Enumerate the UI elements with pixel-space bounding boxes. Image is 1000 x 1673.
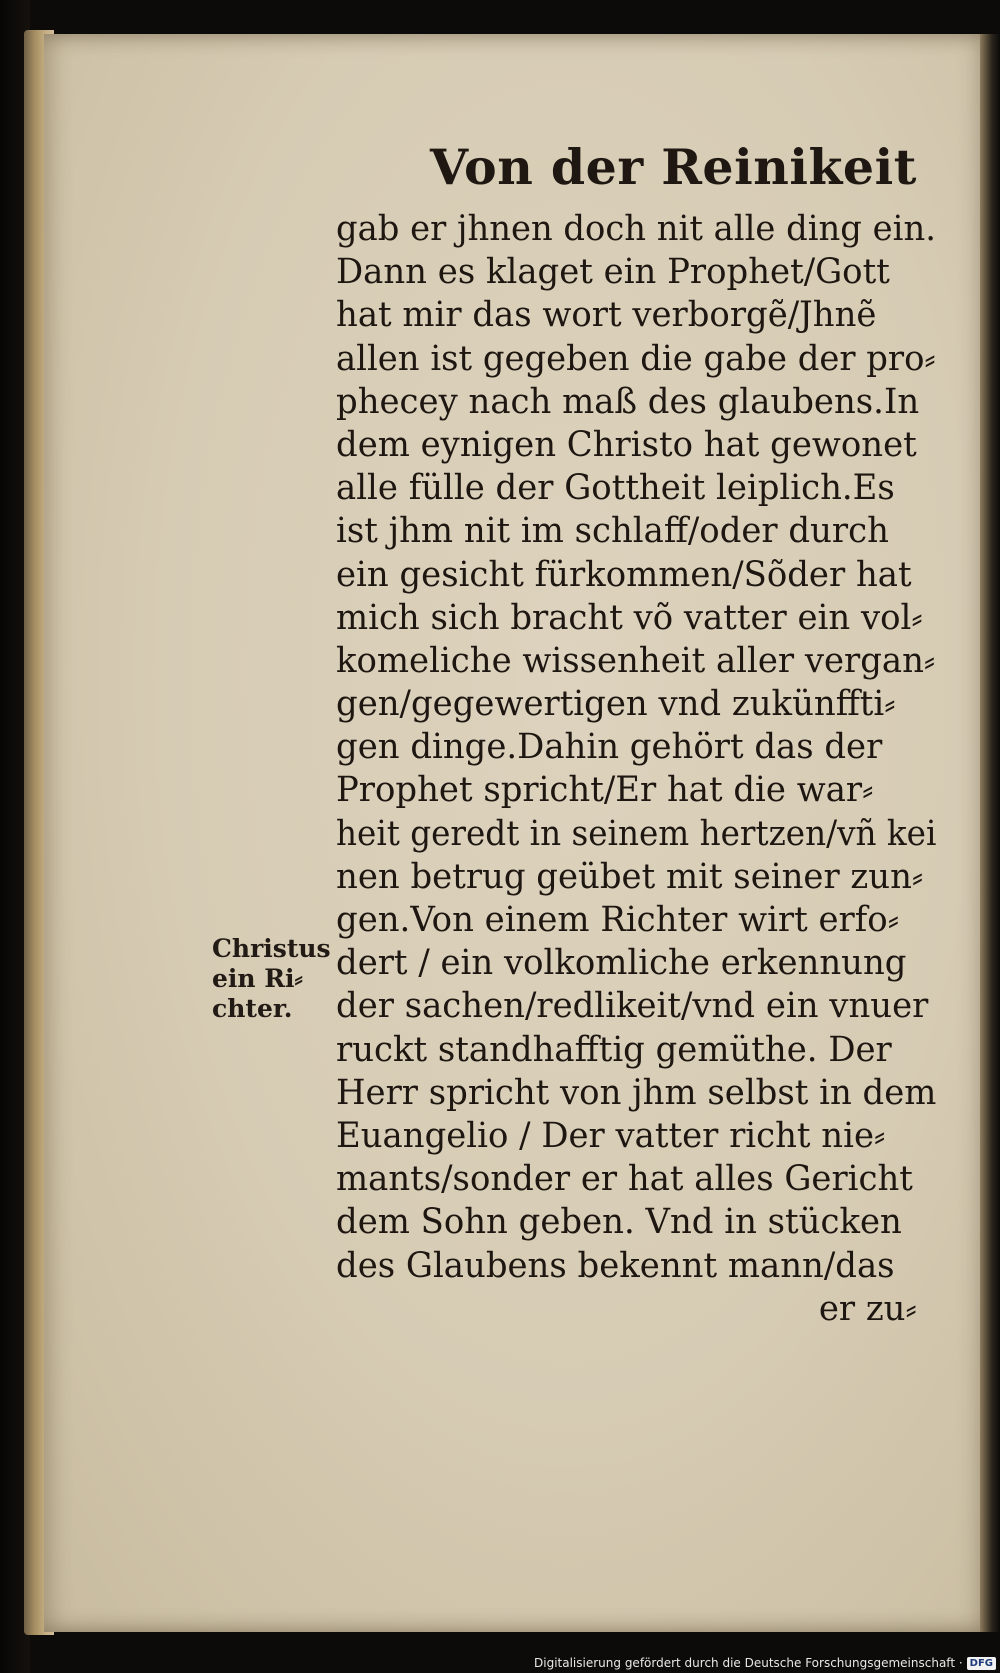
text-line: mich sich bracht võ vatter ein vol⸗ <box>336 597 923 638</box>
text-line: gen/gegewertigen vnd zukünffti⸗ <box>336 684 896 725</box>
text-line: heit geredt in seinem hertzen/vñ kei <box>336 813 937 854</box>
page-gutter-shadow <box>980 34 1000 1632</box>
marginal-note-line: Christus <box>212 934 331 963</box>
text-line: Herr spricht von jhm selbst in dem <box>336 1072 937 1113</box>
text-line: des Glaubens bekennt mann/das <box>336 1245 895 1286</box>
text-line: gen dinge.Dahin gehört das der <box>336 727 883 768</box>
text-line: phecey nach maß des glaubens.In <box>336 381 920 422</box>
text-line: dem eynigen Christo hat gewonet <box>336 424 917 465</box>
text-line: mants/sonder er hat alles Gericht <box>336 1159 913 1200</box>
text-line: dem Sohn geben. Vnd in stücken <box>336 1202 902 1243</box>
text-line: gab er jhnen doch nit alle ding ein. <box>336 209 936 249</box>
text-line: ruckt standhafftig gemüthe. Der <box>336 1029 892 1070</box>
text-line: Euangelio / Der vatter richt nie⸗ <box>336 1115 886 1156</box>
text-line: nen betrug geübet mit seiner zun⸗ <box>336 856 924 897</box>
dfg-logo: DFG <box>967 1657 996 1670</box>
text-line: allen ist gegeben die gabe der pro⸗ <box>336 338 936 379</box>
text-line: der sachen/redlikeit/vnd ein vnuer <box>336 986 929 1027</box>
text-line: hat mir das wort verborgẽ/Jhnẽ <box>336 295 877 336</box>
text-line: komeliche wissenheit aller vergan⸗ <box>336 640 936 681</box>
text-line: Dann es klaget ein Prophet/Gott <box>336 252 890 293</box>
text-line: dert / ein volkomliche erkennung <box>336 943 907 984</box>
text-line: alle fülle der Gottheit leiplich.Es <box>336 468 895 509</box>
text-line: ein gesicht fürkommen/Sõder hat <box>336 554 912 595</box>
text-line: Prophet spricht/Er hat die war⸗ <box>336 770 874 811</box>
body-text <box>336 208 956 1331</box>
marginal-note <box>212 934 336 1024</box>
marginal-note-line: chter. <box>212 994 293 1023</box>
running-header: Von der Reinikeit <box>430 138 917 196</box>
text-line: ist jhm nit im schlaff/oder durch <box>336 511 889 552</box>
catchword: er zu⸗ <box>818 1288 917 1329</box>
text-line: gen.Von einem Richter wirt erfo⸗ <box>336 900 899 940</box>
digitization-credit <box>534 1654 996 1672</box>
marginal-note-line: ein Ri⸗ <box>212 964 303 993</box>
credit-text: Digitalisierung gefördert durch die Deutsche Forschungsgemeinschaft · <box>534 1656 963 1670</box>
